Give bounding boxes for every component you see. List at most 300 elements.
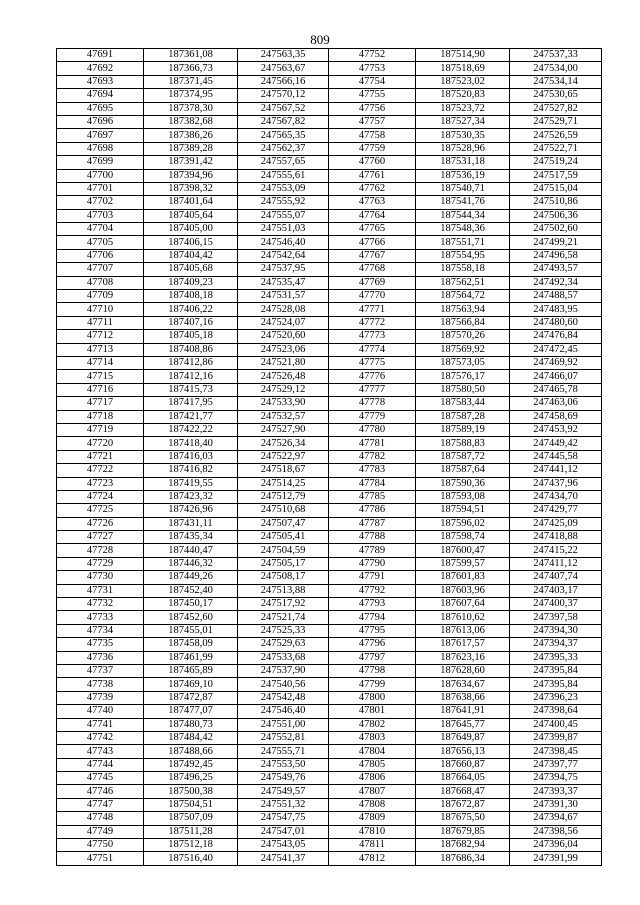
table-cell: 247543,05	[238, 839, 329, 852]
table-cell: 187472,87	[144, 691, 238, 704]
table-cell: 247529,63	[238, 638, 329, 651]
table-cell: 47719	[57, 423, 144, 436]
table-cell: 247399,87	[510, 731, 602, 744]
table-row	[57, 316, 602, 329]
table-cell: 247504,59	[238, 544, 329, 557]
table-row	[57, 517, 602, 530]
table-cell: 247466,07	[510, 370, 602, 383]
table-cell: 247522,97	[238, 450, 329, 463]
table-cell: 47764	[329, 209, 416, 222]
table-cell: 247465,78	[510, 383, 602, 396]
table-cell: 247397,58	[510, 611, 602, 624]
table-cell: 247394,30	[510, 624, 602, 637]
table-cell: 247505,17	[238, 557, 329, 570]
table-cell: 247547,01	[238, 825, 329, 838]
table-cell: 187587,72	[416, 450, 510, 463]
table-row	[57, 718, 602, 731]
table-cell: 187668,47	[416, 785, 510, 798]
table-cell: 47701	[57, 182, 144, 195]
table-row	[57, 812, 602, 825]
table-cell: 47788	[329, 531, 416, 544]
table-cell: 47799	[329, 678, 416, 691]
table-row	[57, 397, 602, 410]
table-cell: 187418,40	[144, 437, 238, 450]
table-cell: 47741	[57, 718, 144, 731]
table-cell: 47803	[329, 731, 416, 744]
table-cell: 47727	[57, 531, 144, 544]
table-cell: 47718	[57, 410, 144, 423]
table-cell: 187406,22	[144, 303, 238, 316]
table-cell: 47729	[57, 557, 144, 570]
table-cell: 187664,05	[416, 772, 510, 785]
table-cell: 247425,09	[510, 517, 602, 530]
table-cell: 47722	[57, 464, 144, 477]
table-cell: 187596,02	[416, 517, 510, 530]
table-row	[57, 584, 602, 597]
table-row	[57, 276, 602, 289]
table-cell: 187484,42	[144, 731, 238, 744]
table-cell: 187408,18	[144, 290, 238, 303]
table-cell: 47786	[329, 504, 416, 517]
table-cell: 47780	[329, 423, 416, 436]
table-row	[57, 249, 602, 262]
table-cell: 47726	[57, 517, 144, 530]
table-cell: 187477,07	[144, 705, 238, 718]
table-cell: 187371,45	[144, 75, 238, 88]
table-cell: 247546,40	[238, 705, 329, 718]
table-row	[57, 142, 602, 155]
table-cell: 247480,60	[510, 316, 602, 329]
table-cell: 47811	[329, 839, 416, 852]
table-cell: 187422,22	[144, 423, 238, 436]
table-cell: 47710	[57, 303, 144, 316]
table-cell: 187628,60	[416, 664, 510, 677]
table-cell: 47738	[57, 678, 144, 691]
table-cell: 187455,01	[144, 624, 238, 637]
table-cell: 187408,86	[144, 343, 238, 356]
table-cell: 47781	[329, 437, 416, 450]
table-cell: 187686,34	[416, 852, 510, 865]
table-cell: 187405,68	[144, 263, 238, 276]
table-cell: 47707	[57, 263, 144, 276]
table-cell: 47778	[329, 397, 416, 410]
table-cell: 47758	[329, 129, 416, 142]
table-cell: 47742	[57, 731, 144, 744]
table-cell: 187594,51	[416, 504, 510, 517]
table-cell: 187404,42	[144, 249, 238, 262]
table-cell: 187541,76	[416, 196, 510, 209]
table-cell: 47777	[329, 383, 416, 396]
table-row	[57, 758, 602, 771]
table-row	[57, 383, 602, 396]
table-cell: 247415,22	[510, 544, 602, 557]
coordinates-table	[56, 48, 602, 866]
table-cell: 187530,35	[416, 129, 510, 142]
table-cell: 187374,95	[144, 89, 238, 102]
table-cell: 47768	[329, 263, 416, 276]
table-cell: 187458,09	[144, 638, 238, 651]
table-cell: 47800	[329, 691, 416, 704]
table-row	[57, 182, 602, 195]
table-cell: 187492,45	[144, 758, 238, 771]
table-cell: 47759	[329, 142, 416, 155]
table-cell: 47699	[57, 156, 144, 169]
table-cell: 187446,32	[144, 557, 238, 570]
table-cell: 247507,47	[238, 517, 329, 530]
table-cell: 47736	[57, 651, 144, 664]
table-cell: 187507,09	[144, 812, 238, 825]
table-cell: 47756	[329, 102, 416, 115]
table-cell: 187416,82	[144, 464, 238, 477]
table-cell: 247449,42	[510, 437, 602, 450]
table-cell: 247458,69	[510, 410, 602, 423]
table-row	[57, 89, 602, 102]
table-cell: 47728	[57, 544, 144, 557]
table-cell: 187531,18	[416, 156, 510, 169]
table-cell: 187361,08	[144, 49, 238, 62]
table-row	[57, 611, 602, 624]
table-cell: 187465,89	[144, 664, 238, 677]
table-cell: 187419,55	[144, 477, 238, 490]
table-cell: 47779	[329, 410, 416, 423]
table-cell: 247555,71	[238, 745, 329, 758]
table-cell: 187409,23	[144, 276, 238, 289]
table-cell: 187431,11	[144, 517, 238, 530]
table-cell: 187450,17	[144, 598, 238, 611]
table-cell: 187423,32	[144, 490, 238, 503]
table-cell: 47776	[329, 370, 416, 383]
table-cell: 247394,75	[510, 772, 602, 785]
table-cell: 247505,41	[238, 531, 329, 544]
table-cell: 187401,64	[144, 196, 238, 209]
table-cell: 187480,73	[144, 718, 238, 731]
table-row	[57, 330, 602, 343]
table-cell: 187405,18	[144, 330, 238, 343]
table-cell: 47711	[57, 316, 144, 329]
table-row	[57, 664, 602, 677]
table-cell: 247396,23	[510, 691, 602, 704]
table-cell: 187412,16	[144, 370, 238, 383]
table-cell: 47749	[57, 825, 144, 838]
table-cell: 187675,50	[416, 812, 510, 825]
table-cell: 187440,47	[144, 544, 238, 557]
table-row	[57, 638, 602, 651]
table-cell: 47709	[57, 290, 144, 303]
table-cell: 187469,10	[144, 678, 238, 691]
table-cell: 47733	[57, 611, 144, 624]
table-cell: 187516,40	[144, 852, 238, 865]
table-row	[57, 531, 602, 544]
table-cell: 247391,30	[510, 798, 602, 811]
table-row	[57, 303, 602, 316]
table-cell: 247549,57	[238, 785, 329, 798]
table-cell: 247563,35	[238, 49, 329, 62]
table-cell: 47765	[329, 223, 416, 236]
table-cell: 247441,12	[510, 464, 602, 477]
table-cell: 187511,28	[144, 825, 238, 838]
table-cell: 187617,57	[416, 638, 510, 651]
table-cell: 247551,00	[238, 718, 329, 731]
table-cell: 47785	[329, 490, 416, 503]
table-cell: 47706	[57, 249, 144, 262]
table-cell: 187449,26	[144, 571, 238, 584]
table-row	[57, 785, 602, 798]
table-row	[57, 557, 602, 570]
table-row	[57, 691, 602, 704]
table-cell: 187391,42	[144, 156, 238, 169]
table-cell: 247552,81	[238, 731, 329, 744]
table-cell: 247407,74	[510, 571, 602, 584]
table-cell: 187573,05	[416, 356, 510, 369]
table-cell: 47790	[329, 557, 416, 570]
table-cell: 187566,84	[416, 316, 510, 329]
table-cell: 247394,37	[510, 638, 602, 651]
table-cell: 247528,08	[238, 303, 329, 316]
table-cell: 187587,64	[416, 464, 510, 477]
table-cell: 187588,83	[416, 437, 510, 450]
table-cell: 187564,72	[416, 290, 510, 303]
table-cell: 47792	[329, 584, 416, 597]
table-cell: 247463,06	[510, 397, 602, 410]
table-cell: 247512,79	[238, 490, 329, 503]
table-cell: 247534,00	[510, 62, 602, 75]
table-cell: 247526,34	[238, 437, 329, 450]
table-cell: 47698	[57, 142, 144, 155]
table-cell: 47796	[329, 638, 416, 651]
table-cell: 247445,58	[510, 450, 602, 463]
table-cell: 247567,52	[238, 102, 329, 115]
table-cell: 247547,75	[238, 812, 329, 825]
table-cell: 47734	[57, 624, 144, 637]
table-cell: 47751	[57, 852, 144, 865]
table-cell: 47801	[329, 705, 416, 718]
table-cell: 187378,30	[144, 102, 238, 115]
table-cell: 187638,66	[416, 691, 510, 704]
table-cell: 47750	[57, 839, 144, 852]
table-cell: 187587,28	[416, 410, 510, 423]
table-row	[57, 356, 602, 369]
table-cell: 247526,48	[238, 370, 329, 383]
table-cell: 247395,33	[510, 651, 602, 664]
table-row	[57, 544, 602, 557]
table-cell: 47757	[329, 115, 416, 128]
table-cell: 247396,04	[510, 839, 602, 852]
table-cell: 47692	[57, 62, 144, 75]
table-cell: 247567,82	[238, 115, 329, 128]
table-cell: 247493,57	[510, 263, 602, 276]
table-cell: 47782	[329, 450, 416, 463]
table-cell: 47754	[329, 75, 416, 88]
table-cell: 187570,26	[416, 330, 510, 343]
table-cell: 47762	[329, 182, 416, 195]
table-cell: 247393,37	[510, 785, 602, 798]
table-cell: 247488,57	[510, 290, 602, 303]
table-cell: 187649,87	[416, 731, 510, 744]
table-cell: 47783	[329, 464, 416, 477]
table-cell: 247510,86	[510, 196, 602, 209]
table-cell: 187623,16	[416, 651, 510, 664]
table-row	[57, 598, 602, 611]
table-cell: 247562,37	[238, 142, 329, 155]
table-cell: 247496,58	[510, 249, 602, 262]
table-cell: 187569,92	[416, 343, 510, 356]
table-row	[57, 731, 602, 744]
table-cell: 47697	[57, 129, 144, 142]
table-cell: 247525,33	[238, 624, 329, 637]
table-cell: 247537,90	[238, 664, 329, 677]
table-cell: 47810	[329, 825, 416, 838]
table-cell: 47743	[57, 745, 144, 758]
table-row	[57, 236, 602, 249]
table-cell: 247395,84	[510, 664, 602, 677]
table-cell: 47775	[329, 356, 416, 369]
table-cell: 187563,94	[416, 303, 510, 316]
table-cell: 247527,90	[238, 423, 329, 436]
table-cell: 187536,19	[416, 169, 510, 182]
table-cell: 47806	[329, 772, 416, 785]
table-cell: 187415,73	[144, 383, 238, 396]
table-cell: 187672,87	[416, 798, 510, 811]
table-cell: 187645,77	[416, 718, 510, 731]
table-cell: 47696	[57, 115, 144, 128]
table-cell: 47793	[329, 598, 416, 611]
table-cell: 247515,04	[510, 182, 602, 195]
table-cell: 47720	[57, 437, 144, 450]
table-cell: 47755	[329, 89, 416, 102]
table-row	[57, 437, 602, 450]
table-cell: 187610,62	[416, 611, 510, 624]
table-cell: 47691	[57, 49, 144, 62]
table-cell: 187461,99	[144, 651, 238, 664]
table-cell: 187576,17	[416, 370, 510, 383]
table-cell: 47802	[329, 718, 416, 731]
table-cell: 187452,40	[144, 584, 238, 597]
table-cell: 47721	[57, 450, 144, 463]
table-cell: 247535,47	[238, 276, 329, 289]
table-cell: 247530,65	[510, 89, 602, 102]
table-cell: 187613,06	[416, 624, 510, 637]
table-row	[57, 490, 602, 503]
table-cell: 47804	[329, 745, 416, 758]
table-cell: 247395,84	[510, 678, 602, 691]
table-cell: 247555,61	[238, 169, 329, 182]
table-row	[57, 571, 602, 584]
table-cell: 47761	[329, 169, 416, 182]
table-cell: 247522,71	[510, 142, 602, 155]
table-cell: 47732	[57, 598, 144, 611]
table-cell: 247472,45	[510, 343, 602, 356]
table-cell: 247394,67	[510, 812, 602, 825]
table-cell: 247549,76	[238, 772, 329, 785]
table-cell: 187496,25	[144, 772, 238, 785]
table-cell: 47702	[57, 196, 144, 209]
table-cell: 187382,68	[144, 115, 238, 128]
table-cell: 247566,16	[238, 75, 329, 88]
table-cell: 187421,77	[144, 410, 238, 423]
table-cell: 247520,60	[238, 330, 329, 343]
table-cell: 247557,65	[238, 156, 329, 169]
table-cell: 187660,87	[416, 758, 510, 771]
table-cell: 47798	[329, 664, 416, 677]
table-cell: 247398,56	[510, 825, 602, 838]
table-cell: 247565,35	[238, 129, 329, 142]
table-cell: 247517,92	[238, 598, 329, 611]
table-cell: 47760	[329, 156, 416, 169]
table-cell: 247553,09	[238, 182, 329, 195]
table-cell: 47809	[329, 812, 416, 825]
table-row	[57, 410, 602, 423]
table-cell: 247519,24	[510, 156, 602, 169]
table-cell: 47725	[57, 504, 144, 517]
table-row	[57, 290, 602, 303]
table-row	[57, 852, 602, 865]
table-cell: 247541,37	[238, 852, 329, 865]
table-cell: 47748	[57, 812, 144, 825]
table-cell: 187599,57	[416, 557, 510, 570]
table-row	[57, 263, 602, 276]
table-cell: 187523,72	[416, 102, 510, 115]
table-cell: 47784	[329, 477, 416, 490]
table-cell: 187679,85	[416, 825, 510, 838]
table-cell: 47739	[57, 691, 144, 704]
table-cell: 47767	[329, 249, 416, 262]
table-cell: 247506,36	[510, 209, 602, 222]
table-cell: 47700	[57, 169, 144, 182]
table-cell: 47769	[329, 276, 416, 289]
table-row	[57, 678, 602, 691]
table-cell: 247551,32	[238, 798, 329, 811]
table-cell: 247508,17	[238, 571, 329, 584]
table-row	[57, 825, 602, 838]
table-cell: 47763	[329, 196, 416, 209]
table-cell: 187398,32	[144, 182, 238, 195]
table-row	[57, 651, 602, 664]
table-cell: 47795	[329, 624, 416, 637]
table-cell: 247411,12	[510, 557, 602, 570]
table-row	[57, 370, 602, 383]
table-cell: 47789	[329, 544, 416, 557]
table-cell: 187544,34	[416, 209, 510, 222]
table-cell: 247513,88	[238, 584, 329, 597]
table-row	[57, 129, 602, 142]
table-cell: 47715	[57, 370, 144, 383]
table-cell: 247403,17	[510, 584, 602, 597]
table-cell: 47730	[57, 571, 144, 584]
table-cell: 47731	[57, 584, 144, 597]
table-row	[57, 798, 602, 811]
table-cell: 247391,99	[510, 852, 602, 865]
table-cell: 247533,68	[238, 651, 329, 664]
table-cell: 47694	[57, 89, 144, 102]
table-cell: 247397,77	[510, 758, 602, 771]
table-cell: 247514,25	[238, 477, 329, 490]
table-cell: 47787	[329, 517, 416, 530]
table-cell: 47794	[329, 611, 416, 624]
table-cell: 187452,60	[144, 611, 238, 624]
table-cell: 187518,69	[416, 62, 510, 75]
table-cell: 187558,18	[416, 263, 510, 276]
table-cell: 247502,60	[510, 223, 602, 236]
table-cell: 187589,19	[416, 423, 510, 436]
table-cell: 247555,92	[238, 196, 329, 209]
table-cell: 187416,03	[144, 450, 238, 463]
table-cell: 247453,92	[510, 423, 602, 436]
table-cell: 47774	[329, 343, 416, 356]
table-cell: 187580,50	[416, 383, 510, 396]
table-cell: 47723	[57, 477, 144, 490]
table-cell: 247533,90	[238, 397, 329, 410]
table-cell: 187520,83	[416, 89, 510, 102]
